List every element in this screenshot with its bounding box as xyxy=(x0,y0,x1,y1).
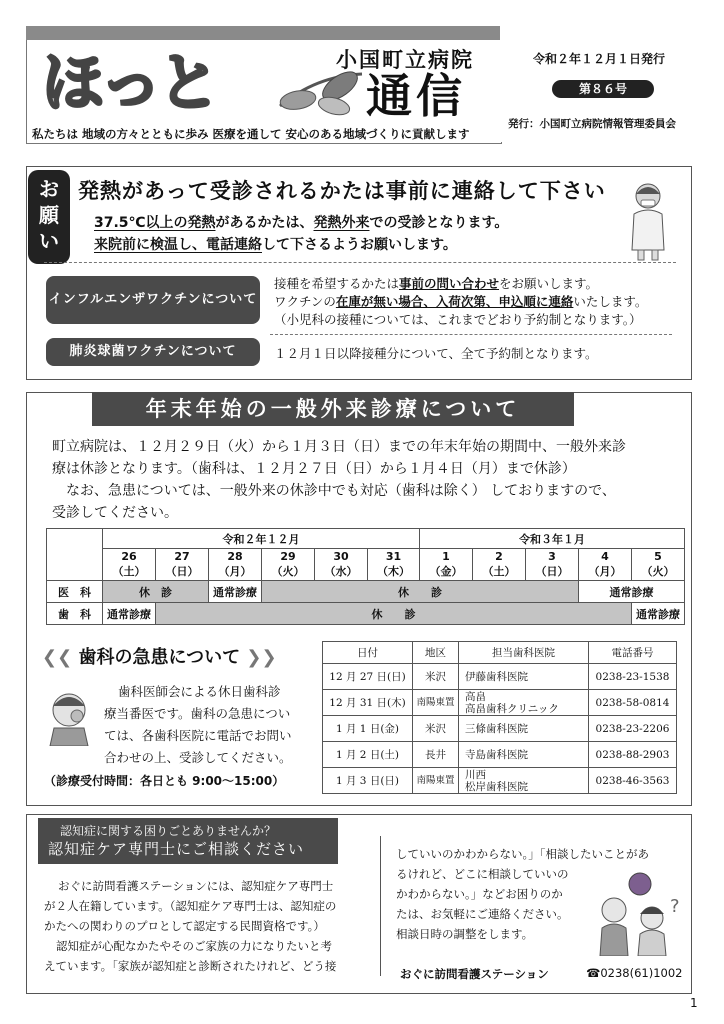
header-tel: 電話番号 xyxy=(589,642,677,664)
row-label-dental: 歯 科 xyxy=(47,603,103,625)
table-row: 1 月 2 日(土) 長井 寺島歯科医院 0238-88-2903 xyxy=(323,742,677,768)
newyear-paragraph-3: なお、急患については、一般外来の休診中でも対応（歯科は除く） しておりますので、 xyxy=(66,483,616,499)
newyear-paragraph-1: 町立病院は、１２月２９日（火）から１月３日（日）までの年末年始の期間中、一般外来診 xyxy=(52,439,626,455)
page-number: 1 xyxy=(690,996,698,1010)
dental-normal: 通常診療 xyxy=(103,603,156,625)
dementia-right-4: たは、お気軽にご連絡ください。 xyxy=(396,907,569,921)
request-badge: お願い xyxy=(28,170,70,264)
dental-row xyxy=(47,603,685,625)
caregiver-elder-icon xyxy=(594,870,684,956)
day-cell: 2 （土） xyxy=(473,549,526,581)
holiday-calendar xyxy=(46,528,685,625)
dementia-right-1: していいのかわからない。」「相談したいことがあ xyxy=(396,847,649,861)
publisher: 発行：小国町立病院情報管理委員会 xyxy=(508,118,676,130)
dental-closed: 休 診 xyxy=(156,603,632,625)
dental-title: ❮❮ 歯科の急患について ❯❯ xyxy=(42,647,277,668)
pneumococcal-text: １２月１日以降接種分について、全て予約制となります。 xyxy=(274,346,598,361)
newsletter-logo xyxy=(42,44,221,122)
flu-vaccine-label: インフルエンザワクチンについて xyxy=(46,276,260,324)
dementia-question: 認知症に関する困りごとありませんか？ xyxy=(60,824,277,838)
newsletter-name: 通信 xyxy=(366,69,466,123)
day-cell: 3 （日） xyxy=(526,549,579,581)
svg-text:?: ? xyxy=(670,896,680,917)
flu-line-2: ワクチンの在庫が無い場合、入荷次第、申込順に連絡いたします。 xyxy=(274,294,648,309)
day-cell: 26 （土） xyxy=(103,549,156,581)
dementia-right-5: 相談日時の調整をします。 xyxy=(396,927,534,941)
newyear-paragraph-2: 療は休診となります。（歯科は、１２月２７日（日）から１月４日（月）まで休診） xyxy=(52,461,576,477)
dental-duty-table xyxy=(322,641,677,794)
calendar-corner xyxy=(47,529,103,581)
dental-paragraph-4: 合わせの上、受診してください。 xyxy=(104,750,292,765)
dementia-heading: 認知症ケア専門士にご相談ください xyxy=(48,840,305,858)
dementia-right-2: るけれど、どこに相談していいの xyxy=(396,867,569,881)
reception-hours: （診療受付時間：各日とも 9:00～15:00） xyxy=(44,774,285,788)
dementia-left-4: 認知症が心配なかたやそのご家族の力になりたいと考 xyxy=(56,939,332,953)
table-header-row xyxy=(323,642,677,664)
row-label-medical: 医 科 xyxy=(47,581,103,603)
column-divider xyxy=(380,836,381,976)
toothache-child-icon xyxy=(46,688,92,746)
dental-paragraph-1: 歯科医師会による休日歯科診 xyxy=(118,684,281,699)
month-january: 令和３年１月 xyxy=(420,529,685,549)
table-row: 1 月 3 日(日) 南陽東置 川西 松岸歯科医院 0238-46-3563 xyxy=(323,768,677,794)
day-cell: 4 （月） xyxy=(579,549,632,581)
request-line-1: 37.5℃以上の発熱があるかたは、発熱外来での受診となります。 xyxy=(94,215,509,231)
table-row: 12 月 31 日(木) 南陽東置 高畠 高畠歯科クリニック 0238-58-0814 xyxy=(323,690,677,716)
logo-char-2: っ xyxy=(100,46,163,119)
month-december: 令和２年１２月 xyxy=(103,529,420,549)
nurse-icon xyxy=(624,180,672,264)
dementia-right-3: かわからない。」などお困りのか xyxy=(396,887,563,901)
dementia-left-3: かたへの関わりのプロとして認定する民間資格です。） xyxy=(44,919,325,933)
dementia-left-5: えています。「家族が認知症と診断されたけれど、どう接 xyxy=(44,959,337,973)
medical-normal: 通常診療 xyxy=(209,581,262,603)
double-chevron-right-icon: ❯❯ xyxy=(246,647,277,668)
header-date: 日付 xyxy=(323,642,413,664)
medical-row xyxy=(47,581,685,603)
header-area: 地区 xyxy=(413,642,459,664)
dental-normal: 通常診療 xyxy=(632,603,685,625)
divider xyxy=(270,334,672,335)
motto: 私たちは 地域の方々とともに歩み 医療を通して 安心のある地域づくりに貢献します xyxy=(32,127,470,141)
medical-closed: 休 診 xyxy=(262,581,579,603)
day-cell: 27 （日） xyxy=(156,549,209,581)
table-row: 1 月 1 日(金) 米沢 三條歯科医院 0238-23-2206 xyxy=(323,716,677,742)
hospital-name: 小国町立病院 xyxy=(336,48,474,72)
logo-char-3: と xyxy=(158,46,221,119)
calendar-days-row xyxy=(47,549,685,581)
issue-number: 第８６号 xyxy=(552,80,654,98)
dementia-left-1: おぐに訪問看護ステーションには、認知症ケア専門士 xyxy=(58,879,334,893)
request-title: 発熱があって受診されるかたは事前に連絡して下さい xyxy=(78,179,606,203)
phone-icon: ☎ xyxy=(586,966,601,980)
dental-paragraph-2: 療当番医です。歯科の急患につい xyxy=(104,706,291,721)
double-chevron-left-icon: ❮❮ xyxy=(42,647,73,668)
logo-char-1: ほ xyxy=(42,46,105,119)
station-name: おぐに訪問看護ステーション xyxy=(400,967,549,981)
header-clinic: 担当歯科医院 xyxy=(459,642,589,664)
station-phone: ☎0238(61)1002 xyxy=(586,966,683,980)
masthead-band xyxy=(26,26,500,40)
medical-closed: 休 診 xyxy=(103,581,209,603)
medical-normal: 通常診療 xyxy=(579,581,685,603)
flu-line-3: （小児科の接種については、これまでどおり予約制となります。） xyxy=(274,312,642,327)
dental-paragraph-3: ては、各歯科医院に電話でお問い xyxy=(104,728,292,743)
issue-date: 令和２年１２月１日発行 xyxy=(532,52,665,66)
table-row: 12 月 27 日(日) 米沢 伊藤歯科医院 0238-23-1538 xyxy=(323,664,677,690)
day-cell: 31 （木） xyxy=(368,549,420,581)
request-line-2: 来院前に検温し、電話連絡して下さるようお願いします。 xyxy=(94,237,457,253)
flu-line-1: 接種を希望するかたは事前の問い合わせをお願いします。 xyxy=(274,276,599,291)
pneumococcal-vaccine-label: 肺炎球菌ワクチンについて xyxy=(46,338,260,366)
day-cell: 29 （火） xyxy=(262,549,315,581)
day-cell: 1 （金） xyxy=(420,549,473,581)
newyear-title: 年末年始の一般外来診療について xyxy=(92,392,574,426)
day-cell: 28 （月） xyxy=(209,549,262,581)
day-cell: 30 （水） xyxy=(315,549,368,581)
divider xyxy=(44,262,676,263)
dementia-left-2: が２人在籍しています。（認知症ケア専門士は、認知症の xyxy=(44,899,337,913)
day-cell: 5 （火） xyxy=(632,549,685,581)
newyear-paragraph-4: 受診してください。 xyxy=(52,505,178,521)
